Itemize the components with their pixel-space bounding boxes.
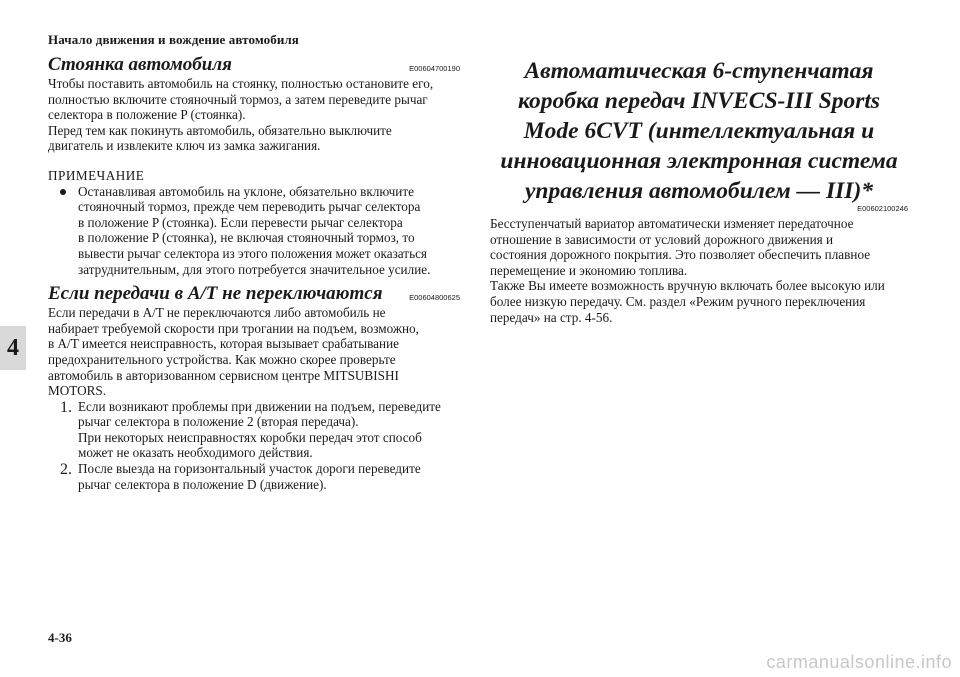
- running-header: Начало движения и вождение автомобиля: [48, 32, 299, 47]
- text-line: Перед тем как покинуть автомобиль, обязательно выключите: [48, 122, 392, 138]
- text-line: полностью включите стояночный тормоз, а затем переведите рычаг: [48, 91, 428, 107]
- text-line: MOTORS.: [48, 383, 107, 399]
- text-line: в положение P (стоянка). Если перевести рычаг селектора: [78, 214, 403, 230]
- text-line: перемещение и экономию топлива.: [490, 262, 688, 278]
- text-line: стояночный тормоз, прежде чем переводить рычаг селектора: [78, 199, 421, 215]
- text-line: Бесступенчатый вариатор автоматически изменяет передаточное: [490, 216, 854, 231]
- page-number: 4-36: [48, 630, 72, 645]
- text-line: Если передачи в A/T не переключаются либо автомобиль не: [48, 305, 386, 321]
- text-line: набирает требуемой скорости при трогании на подъем, возможно,: [48, 320, 419, 336]
- text-line: рычаг селектора в положение D (движение).: [78, 476, 327, 492]
- text-line: предохранительного устройства. Как можно скорее проверьте: [48, 351, 396, 367]
- watermark: carmanualsonline.info: [766, 652, 952, 672]
- text-line: После выезда на горизонтальный участок дороги переведите: [78, 461, 421, 477]
- text-line: Останавливая автомобиль на уклоне, обязательно включите: [78, 183, 414, 199]
- text-line: передач» на стр. 4-56.: [490, 309, 613, 325]
- text-line: автомобиль в авторизованном сервисном центре MITSUBISHI: [48, 367, 399, 383]
- text-line: При некоторых неисправностях коробки передач этот способ: [78, 429, 422, 445]
- item-number: 1.: [60, 398, 72, 416]
- text-line: в положение P (стоянка), не включая стояночный тормоз, то: [78, 230, 415, 246]
- title-line: управления автомобилем — III)*: [524, 178, 874, 204]
- text-line: рычаг селектора в положение 2 (вторая передача).: [78, 414, 359, 430]
- text-line: вывести рычаг селектора из этого положения может оказаться: [78, 245, 427, 261]
- title-line: Mode 6CVT (интеллектуальная и: [523, 118, 875, 144]
- text-line: состояния дорожного покрытия. Это позволяет обеспечить плавное: [490, 247, 871, 263]
- cvt-code: E00602100246: [857, 204, 908, 213]
- text-line: двигатель и извлеките ключ из замка зажигания.: [48, 138, 321, 154]
- no-shift-heading: [48, 283, 460, 305]
- left-column: [48, 54, 460, 492]
- text-line: в A/T имеется неисправность, которая вызывает срабатывание: [48, 336, 399, 352]
- text-line: селектора в положение P (стоянка).: [48, 107, 246, 123]
- text-line: Если возникают проблемы при движении на подъем, переведите: [78, 398, 441, 414]
- text-line: Чтобы поставить автомобиль на стоянку, полностью остановите его,: [48, 76, 434, 91]
- numbered-item: [48, 461, 460, 492]
- no-shift-title: Если передачи в A/T не переключаются: [48, 283, 383, 305]
- parking-heading: [48, 54, 460, 76]
- parking-title: Стоянка автомобиля: [48, 54, 232, 75]
- text-line: более низкую передачу. См. раздел «Режим ручного переключения: [490, 293, 866, 309]
- chapter-tab: 4: [0, 326, 26, 370]
- item-number: 2.: [60, 461, 72, 479]
- bullet-icon: [60, 189, 66, 195]
- title-line: инновационная электронная система: [500, 148, 898, 174]
- note-label: ПРИМЕЧАНИЕ: [48, 167, 145, 183]
- parking-body: [48, 76, 460, 154]
- text-line: Также Вы имеете возможность вручную включать более высокую или: [490, 278, 885, 294]
- text-line: может не оказать необходимого действия.: [78, 445, 313, 461]
- numbered-item: [48, 399, 460, 461]
- title-line: Автоматическая 6-ступенчатая: [524, 58, 874, 84]
- text-line: отношение в зависимости от условий дорожного движения и: [490, 231, 834, 247]
- title-line: коробка передач INVECS-III Sports: [517, 88, 881, 114]
- no-shift-body: [48, 305, 460, 399]
- cvt-title: [490, 56, 908, 206]
- no-shift-code: E00604800625: [409, 293, 460, 303]
- text-line: затруднительным, для этого потребуется значительное усилие.: [78, 261, 431, 277]
- cvt-body: [490, 216, 908, 325]
- note-bullet-item: [48, 184, 460, 278]
- right-column: [490, 56, 908, 325]
- parking-code: E00604700190: [409, 64, 460, 73]
